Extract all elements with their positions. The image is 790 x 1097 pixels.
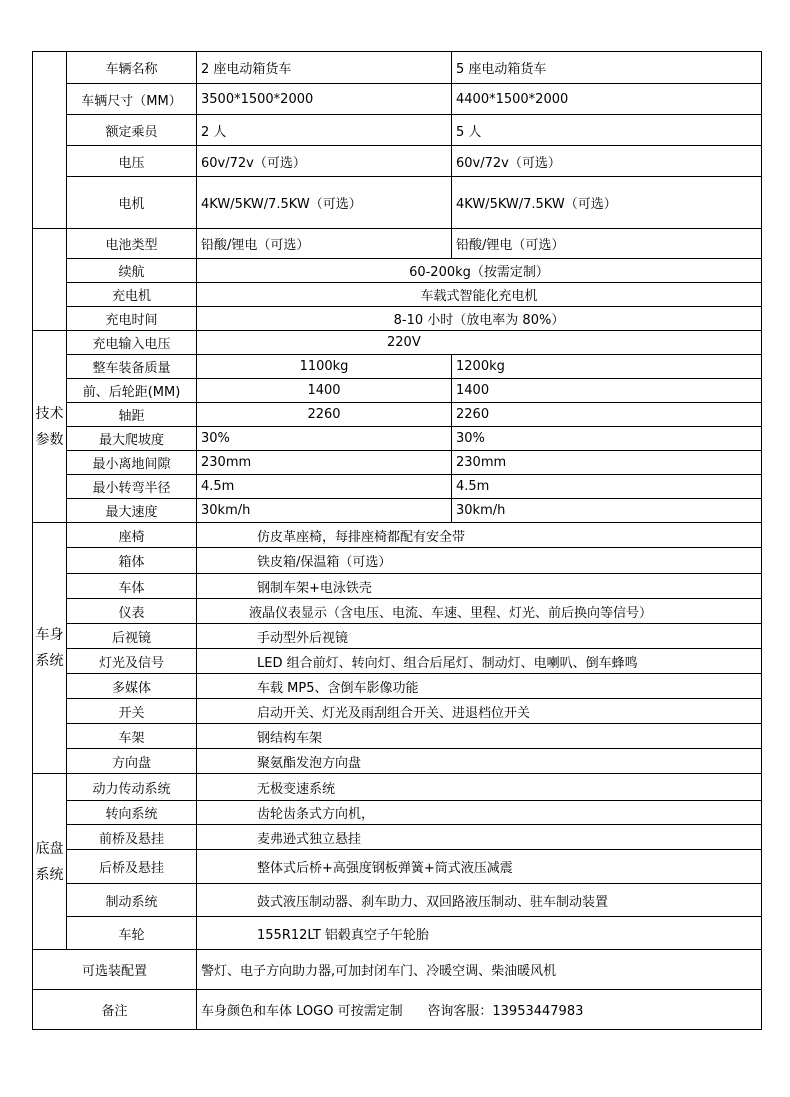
row-label: 充电机 xyxy=(67,283,197,307)
table-row xyxy=(33,825,762,850)
table-row xyxy=(33,624,762,649)
row-label: 开关 xyxy=(67,699,197,724)
corner-cell xyxy=(33,177,67,229)
table-row xyxy=(33,499,762,523)
row-label: 前桥及悬挂 xyxy=(67,825,197,850)
value-merged: 车载式智能化充电机 xyxy=(197,283,762,307)
value-5seat: 1400 xyxy=(452,379,762,403)
value-2seat: 230mm xyxy=(197,451,452,475)
table-row xyxy=(33,548,762,574)
spec-table xyxy=(32,51,762,1030)
table-row xyxy=(33,379,762,403)
table-row xyxy=(33,599,762,624)
value-5seat: 铅酸/锂电（可选） xyxy=(452,229,762,259)
table-row xyxy=(33,523,762,548)
value-2seat: 1100kg xyxy=(197,355,452,379)
table-row xyxy=(33,749,762,774)
row-label: 轴距 xyxy=(67,403,197,427)
value-5seat: 5 座电动箱货车 xyxy=(452,52,762,84)
value-2seat: 4KW/5KW/7.5KW（可选） xyxy=(197,177,452,229)
table-row xyxy=(33,990,762,1030)
value-2seat: 1400 xyxy=(197,379,452,403)
value-merged: 8-10 小时（放电率为 80%） xyxy=(197,307,762,331)
value-merged: 车身颜色和车体 LOGO 可按需定制 咨询客服：13953447983 xyxy=(197,990,762,1030)
value-merged: 警灯、电子方向助力器,可加封闭车门、冷暖空调、柴油暖风机 xyxy=(197,950,762,990)
value-2seat: 3500*1500*2000 xyxy=(197,84,452,115)
value-merged: 铁皮箱/保温箱（可选） xyxy=(197,548,762,574)
table-row xyxy=(33,259,762,283)
table-row xyxy=(33,229,762,259)
table-row xyxy=(33,950,762,990)
row-label: 车辆尺寸（MM） xyxy=(67,84,197,115)
table-row xyxy=(33,427,762,451)
value-5seat: 4.5m xyxy=(452,475,762,499)
value-merged: 无极变速系统 xyxy=(197,774,762,801)
corner-cell xyxy=(33,84,67,115)
table-row xyxy=(33,724,762,749)
table-row xyxy=(33,84,762,115)
row-label: 备注 xyxy=(33,990,197,1030)
value-5seat: 4400*1500*2000 xyxy=(452,84,762,115)
row-label: 座椅 xyxy=(67,523,197,548)
table-row xyxy=(33,115,762,146)
value-merged: 60-200kg（按需定制） xyxy=(197,259,762,283)
value-merged: 仿皮革座椅，每排座椅都配有安全带 xyxy=(197,523,762,548)
table-row xyxy=(33,146,762,177)
row-label: 制动系统 xyxy=(67,884,197,917)
section-chassis: 底盘系统 xyxy=(33,774,67,950)
row-label: 最小离地间隙 xyxy=(67,451,197,475)
table-row xyxy=(33,451,762,475)
row-label: 车辆名称 xyxy=(67,52,197,84)
table-row xyxy=(33,52,762,84)
value-merged: 手动型外后视镜 xyxy=(197,624,762,649)
value-merged: 钢结构车架 xyxy=(197,724,762,749)
row-label: 多媒体 xyxy=(67,674,197,699)
row-label: 充电时间 xyxy=(67,307,197,331)
row-label: 可选装配置 xyxy=(33,950,197,990)
value-merged: 155R12LT 铝毂真空子午轮胎 xyxy=(197,917,762,950)
value-5seat: 30km/h xyxy=(452,499,762,523)
row-label: 前、后轮距(MM) xyxy=(67,379,197,403)
corner-cell xyxy=(33,115,67,146)
value-merged: 聚氨酯发泡方向盘 xyxy=(197,749,762,774)
table-row xyxy=(33,774,762,801)
row-label: 灯光及信号 xyxy=(67,649,197,674)
value-2seat: 2260 xyxy=(197,403,452,427)
value-merged: 鼓式液压制动器、刹车助力、双回路液压制动、驻车制动装置 xyxy=(197,884,762,917)
row-label: 转向系统 xyxy=(67,801,197,825)
value-2seat: 铅酸/锂电（可选） xyxy=(197,229,452,259)
row-label: 续航 xyxy=(67,259,197,283)
table-row xyxy=(33,699,762,724)
value-5seat: 1200kg xyxy=(452,355,762,379)
value-merged: 钢制车架+电泳铁壳 xyxy=(197,574,762,599)
value-merged: 麦弗逊式独立悬挂 xyxy=(197,825,762,850)
value-2seat: 2 座电动箱货车 xyxy=(197,52,452,84)
row-label: 电压 xyxy=(67,146,197,177)
row-label: 仪表 xyxy=(67,599,197,624)
spacer-cell xyxy=(33,229,67,331)
row-label: 最大速度 xyxy=(67,499,197,523)
value-merged: 220V xyxy=(197,331,762,355)
table-row xyxy=(33,917,762,950)
value-merged: 整体式后桥+高强度钢板弹簧+筒式液压减震 xyxy=(197,850,762,884)
table-row xyxy=(33,884,762,917)
row-label: 车架 xyxy=(67,724,197,749)
value-2seat: 30km/h xyxy=(197,499,452,523)
row-label: 电池类型 xyxy=(67,229,197,259)
row-label: 车体 xyxy=(67,574,197,599)
value-2seat: 4.5m xyxy=(197,475,452,499)
corner-cell xyxy=(33,52,67,84)
value-merged: LED 组合前灯、转向灯、组合后尾灯、制动灯、电喇叭、倒车蜂鸣 xyxy=(197,649,762,674)
value-5seat: 230mm xyxy=(452,451,762,475)
row-label: 充电输入电压 xyxy=(67,331,197,355)
value-5seat: 4KW/5KW/7.5KW（可选） xyxy=(452,177,762,229)
row-label: 最大爬坡度 xyxy=(67,427,197,451)
table-row xyxy=(33,574,762,599)
value-5seat: 5 人 xyxy=(452,115,762,146)
row-label: 最小转弯半径 xyxy=(67,475,197,499)
table-row xyxy=(33,475,762,499)
table-row xyxy=(33,850,762,884)
row-label: 动力传动系统 xyxy=(67,774,197,801)
row-label: 电机 xyxy=(67,177,197,229)
row-label: 方向盘 xyxy=(67,749,197,774)
table-row xyxy=(33,403,762,427)
row-label: 额定乘员 xyxy=(67,115,197,146)
value-merged: 液晶仪表显示（含电压、电流、车速、里程、灯光、前后换向等信号） xyxy=(197,599,762,624)
value-2seat: 2 人 xyxy=(197,115,452,146)
corner-cell xyxy=(33,146,67,177)
row-label: 后视镜 xyxy=(67,624,197,649)
table-row xyxy=(33,674,762,699)
table-row xyxy=(33,307,762,331)
table-row xyxy=(33,331,762,355)
table-row xyxy=(33,177,762,229)
value-5seat: 2260 xyxy=(452,403,762,427)
row-label: 箱体 xyxy=(67,548,197,574)
value-5seat: 60v/72v（可选） xyxy=(452,146,762,177)
value-merged: 车载 MP5、含倒车影像功能 xyxy=(197,674,762,699)
section-tech: 技术参数 xyxy=(33,331,67,523)
value-merged: 启动开关、灯光及雨刮组合开关、进退档位开关 xyxy=(197,699,762,724)
value-merged: 齿轮齿条式方向机， xyxy=(197,801,762,825)
table-row xyxy=(33,283,762,307)
row-label: 整车装备质量 xyxy=(67,355,197,379)
table-row xyxy=(33,649,762,674)
value-2seat: 60v/72v（可选） xyxy=(197,146,452,177)
value-2seat: 30% xyxy=(197,427,452,451)
value-5seat: 30% xyxy=(452,427,762,451)
table-row xyxy=(33,355,762,379)
section-body: 车身系统 xyxy=(33,523,67,774)
row-label: 车轮 xyxy=(67,917,197,950)
table-row xyxy=(33,801,762,825)
row-label: 后桥及悬挂 xyxy=(67,850,197,884)
